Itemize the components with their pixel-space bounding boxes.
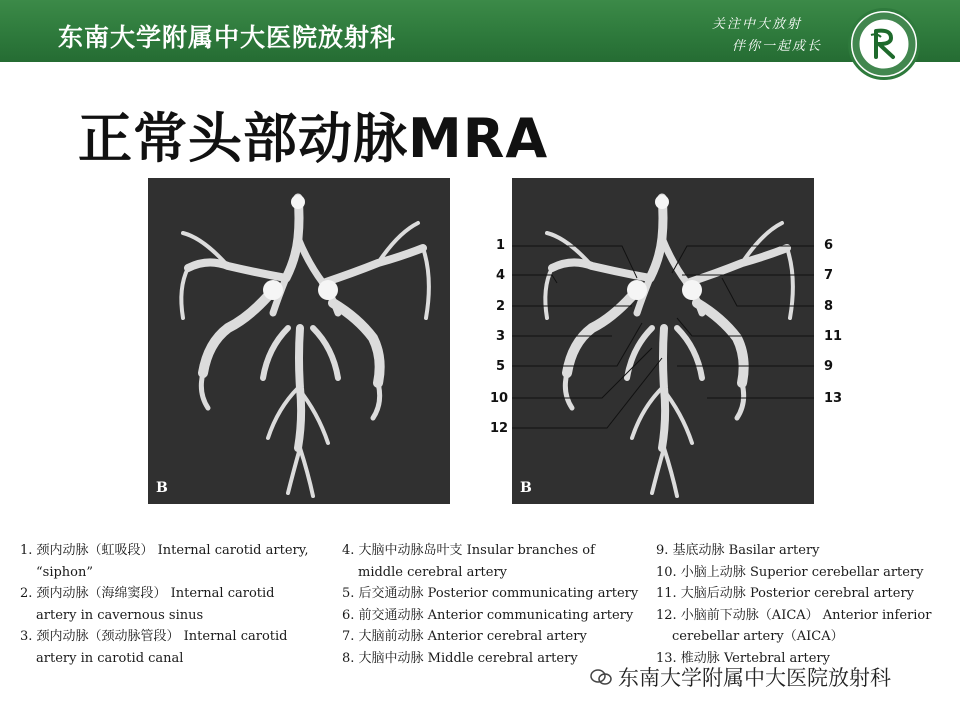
legend-column-1 (20, 540, 320, 669)
mra-scan-right (512, 178, 814, 504)
callout-3: 3 (496, 329, 506, 344)
callout-11: 11 (824, 329, 843, 344)
header-title: 东南大学附属中大医院放射科 (58, 23, 397, 52)
legend-item: 5. 后交通动脉 Posterior communicating artery (342, 586, 639, 601)
legend-item: 11. 大脑后动脉 Posterior cerebral artery (656, 586, 915, 601)
legend-item: 1. 颈内动脉（虹吸段） Internal carotid artery, (20, 543, 309, 558)
legend-column-3 (656, 540, 956, 669)
legend-item: middle cerebral artery (358, 564, 508, 580)
callout-5: 5 (496, 359, 506, 374)
hospital-logo (848, 8, 920, 80)
callout-8: 8 (824, 299, 834, 314)
slogan-line-1: 关注中大放射 (712, 17, 803, 32)
legend-item: artery in cavernous sinus (36, 607, 204, 623)
wechat-icon (590, 668, 612, 686)
legend-item: artery in carotid canal (36, 650, 184, 666)
legend-item: 9. 基底动脉 Basilar artery (656, 543, 820, 558)
legend-item: 6. 前交通动脉 Anterior communicating artery (342, 607, 634, 623)
figure-label-left: B (156, 480, 168, 496)
legend-item: cerebellar artery（AICA） (672, 629, 844, 644)
callout-7: 7 (824, 268, 834, 283)
legend-item: 3. 颈内动脉（颈动脉管段） Internal carotid (20, 629, 288, 644)
callout-9: 9 (824, 359, 834, 374)
legend-item: 2. 颈内动脉（海绵窦段） Internal carotid (20, 586, 275, 601)
callout-2: 2 (496, 299, 506, 314)
legend-item: 12. 小脑前下动脉（AICA） Anterior inferior (656, 607, 932, 623)
mra-image-right (512, 178, 814, 504)
legend-item: 4. 大脑中动脉岛叶支 Insular branches of (342, 543, 595, 558)
callout-10: 10 (490, 391, 509, 406)
callout-1: 1 (496, 238, 506, 253)
header-bar (0, 0, 960, 62)
legend-item: 10. 小脑上动脉 Superior cerebellar artery (656, 564, 924, 580)
legend-item: “siphon” (36, 564, 94, 580)
legend-item: 7. 大脑前动脉 Anterior cerebral artery (342, 629, 587, 644)
legend-item: 8. 大脑中动脉 Middle cerebral artery (342, 650, 578, 666)
legend-column-2 (342, 540, 642, 669)
figure-label-right: B (520, 480, 532, 496)
slogan-line-2: 伴你一起成长 (732, 39, 823, 54)
callout-4: 4 (496, 268, 506, 283)
mra-image-left (148, 178, 450, 504)
callout-6: 6 (824, 238, 834, 253)
mra-scan-left (148, 178, 450, 504)
wechat-watermark (590, 662, 891, 692)
callout-12: 12 (490, 421, 509, 436)
page-title: 正常头部动脉MRA (78, 107, 549, 170)
watermark-text: 东南大学附属中大医院放射科 (618, 666, 891, 690)
callout-13: 13 (824, 391, 843, 406)
legend-item: 13. 椎动脉 Vertebral artery (656, 650, 830, 666)
